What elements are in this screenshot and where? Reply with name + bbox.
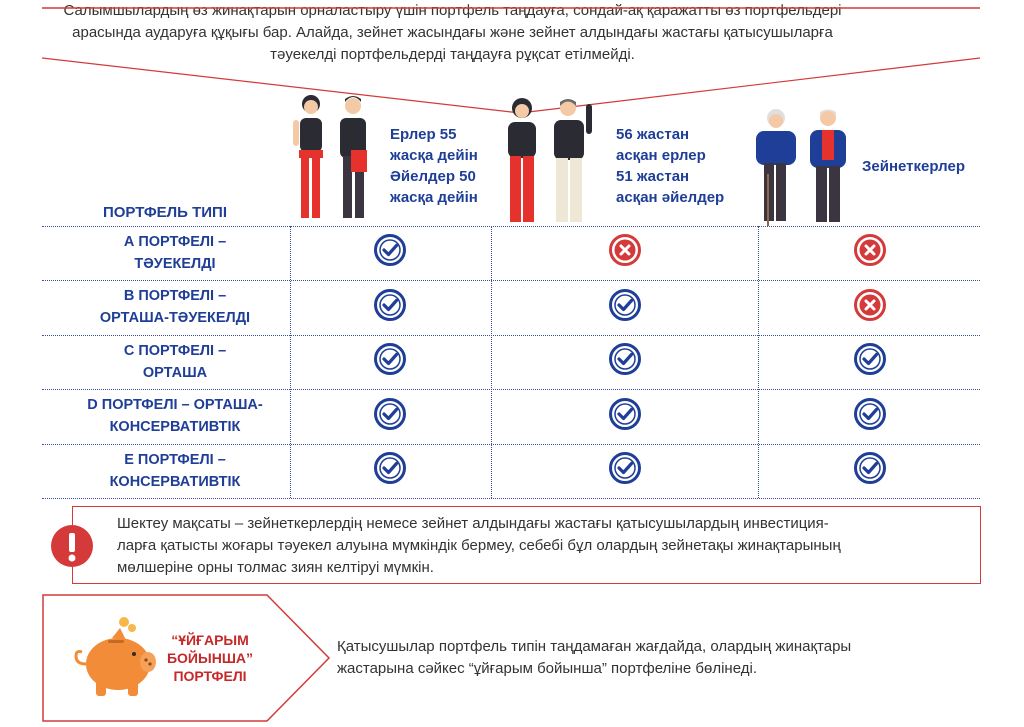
- warning-text: [117, 513, 962, 579]
- warning-line: Шектеу мақсаты – зейнеткерлердің немесе зейнет алдындағы жастағы қатысушылардың инвестиция-: [117, 515, 829, 532]
- row-label-line: КОНСЕРВАТИВТІК: [109, 474, 241, 490]
- group-line: Зейнеткерлер: [862, 158, 965, 175]
- row-label-a: [60, 231, 290, 275]
- row-label-line: D ПОРТФЕЛІ – ОРТАША-: [87, 397, 263, 413]
- row-label-d: [60, 394, 290, 438]
- row-label-line: ОРТАША: [142, 365, 208, 381]
- pensioners-illustration: [746, 104, 858, 228]
- portfolio-type-header: ПОРТФЕЛЬ ТИПІ: [102, 204, 228, 221]
- default-portfolio-text: [337, 636, 957, 680]
- young-couple-illustration: [285, 90, 385, 228]
- group-line: жасқа дейін: [390, 189, 478, 206]
- group-header-young: [390, 124, 478, 208]
- title-line: “ҰЙҒАРЫМ: [171, 632, 249, 648]
- group-line: 51 жастан: [616, 168, 690, 185]
- group-header-pensioners: [862, 156, 965, 177]
- grid-line: [42, 389, 980, 390]
- grid-line: [42, 335, 980, 336]
- group-line: Әйелдер 50: [390, 168, 476, 185]
- warning-line: мөлшеріне орны толмас зиян келтіруі мүмкін.: [117, 559, 434, 576]
- check-icon: [853, 451, 887, 485]
- title-line: БОЙЫНША”: [166, 650, 253, 666]
- grid-line: [290, 226, 291, 498]
- check-icon: [608, 288, 642, 322]
- grid-line: [758, 226, 759, 498]
- row-label-line: С ПОРТФЕЛІ –: [123, 343, 227, 359]
- row-label-line: А ПОРТФЕЛІ –: [123, 234, 227, 250]
- group-header-preretirement: [616, 124, 724, 208]
- preretirement-couple-illustration: [492, 94, 610, 228]
- grid-line: [42, 498, 980, 499]
- cross-icon: [608, 233, 642, 267]
- row-label-line: ТӘУЕКЕЛДІ: [134, 256, 216, 272]
- cross-icon: [853, 288, 887, 322]
- check-icon: [373, 397, 407, 431]
- row-label-c: [60, 340, 290, 384]
- group-line: асқан ерлер: [616, 147, 706, 164]
- warning-line: ларға қатысты жоғары тәуекел алуына мүмкіндік бермеу, себебі бұл олардың зейнетақы жинақтарының: [117, 537, 841, 554]
- check-icon: [373, 288, 407, 322]
- grid-line: [491, 226, 492, 498]
- check-icon: [853, 397, 887, 431]
- check-icon: [608, 451, 642, 485]
- piggy-bank-icon: [66, 612, 160, 704]
- check-icon: [373, 451, 407, 485]
- row-label-line: В ПОРТФЕЛІ –: [123, 288, 227, 304]
- grid-line: [42, 226, 980, 227]
- title-line: ПОРТФЕЛІ: [173, 668, 247, 684]
- grid-line: [42, 280, 980, 281]
- default-portfolio-title: [155, 631, 265, 685]
- check-icon: [373, 342, 407, 376]
- check-icon: [608, 342, 642, 376]
- group-line: 56 жастан: [616, 126, 690, 143]
- intro-line: Салымшылардың өз жинақтарын орналастыру үшін портфель таңдауға, сондай-ақ қаражатты өз портфельдері: [63, 2, 842, 19]
- cross-icon: [853, 233, 887, 267]
- check-icon: [608, 397, 642, 431]
- text-line: Қатысушылар портфель типін таңдамаған жағдайда, олардың жинақтары: [337, 638, 852, 655]
- text-line: жастарына сәйкес “ұйғарым бойынша” портфеліне бөлінеді.: [337, 660, 757, 677]
- exclamation-icon: [50, 524, 94, 568]
- intro-line: арасында аударуға құқығы бар. Алайда, зейнет жасындағы және зейнет алдындағы жастағы қатысушыларға: [72, 24, 833, 41]
- group-line: жасқа дейін: [390, 147, 478, 164]
- intro-line: тәуекелді портфельдерді таңдауға рұқсат етілмейді.: [270, 46, 635, 63]
- group-line: Ерлер 55: [390, 126, 457, 143]
- row-label-line: КОНСЕРВАТИВТІК: [109, 419, 241, 435]
- check-icon: [853, 342, 887, 376]
- grid-line: [42, 444, 980, 445]
- row-label-line: Е ПОРТФЕЛІ –: [124, 452, 226, 468]
- group-line: асқан әйелдер: [616, 189, 725, 206]
- check-icon: [373, 233, 407, 267]
- row-label-b: [60, 285, 290, 329]
- row-label-line: ОРТАША-ТӘУЕКЕЛДІ: [99, 310, 251, 326]
- row-label-e: [60, 449, 290, 493]
